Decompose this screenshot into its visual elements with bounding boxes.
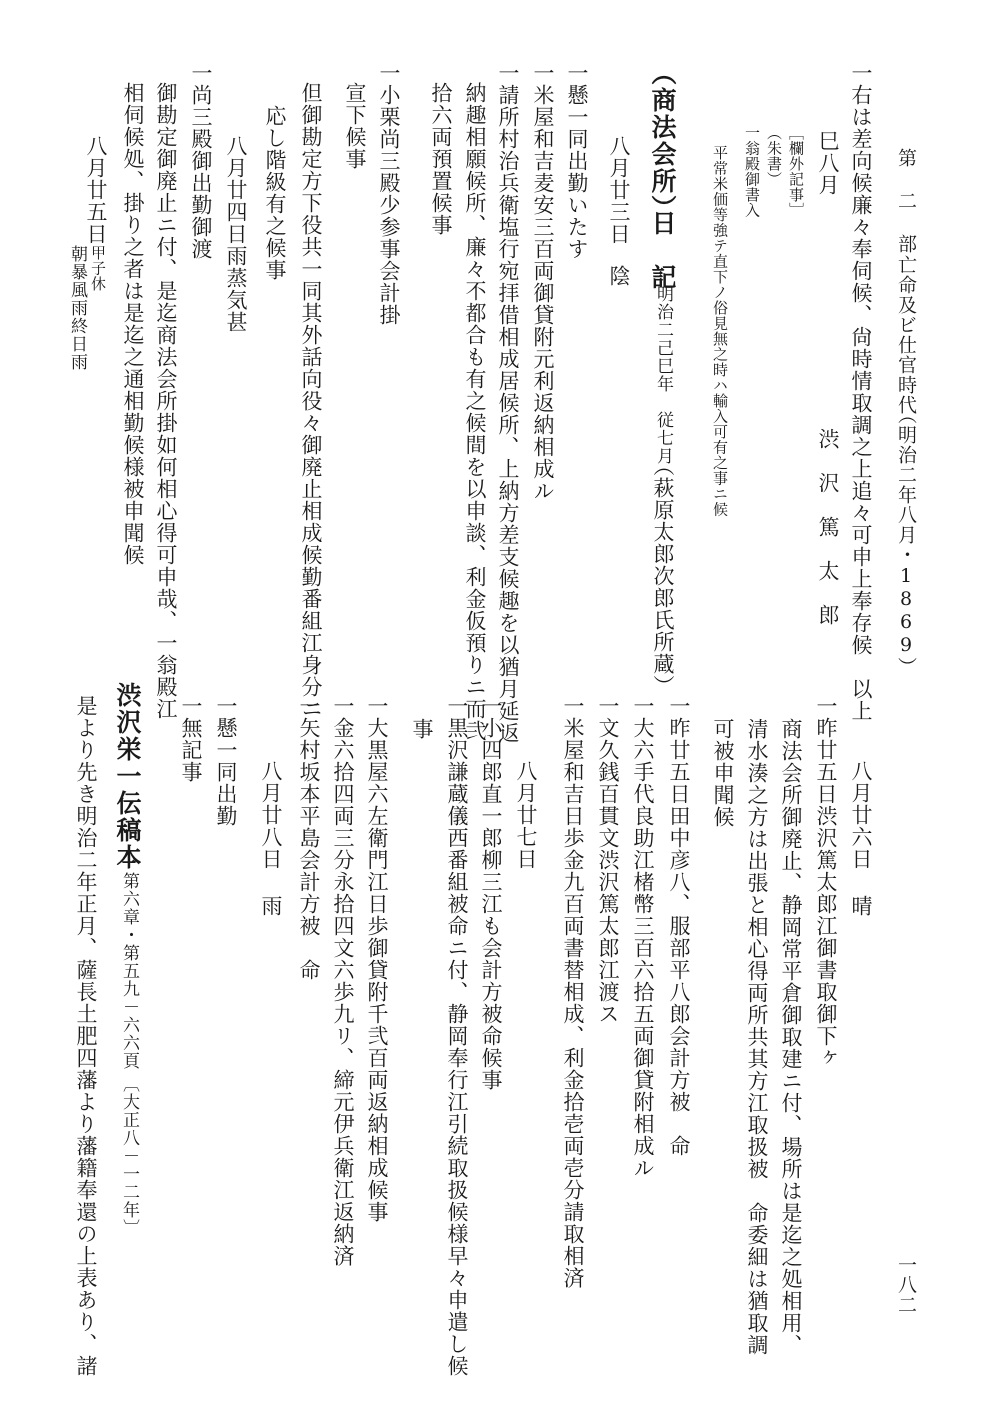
date-heading: 八月廿四日: [224, 135, 248, 245]
text-column: 一翁殿御書入: [743, 125, 761, 218]
weather: 朝暴風雨終日雨: [67, 245, 87, 371]
text-column: 応し階級有之候事: [263, 105, 287, 281]
text-column: 一大六手代良助江楮幣三百六拾五両御貸附相成ル: [631, 695, 655, 1179]
text-column: 平常米価等強テ直下ノ俗見無之時ハ輸入可有之事ニ候: [711, 145, 729, 517]
text-column: 一矢村坂本平島会計方被 命: [297, 695, 321, 981]
date-heading: 八月廿五日: [84, 135, 108, 245]
margin-note-label: ［欄外記事］: [787, 125, 805, 218]
text-column: 一黒沢謙蔵儀西番組被命ニ付、静岡奉行江引続取扱候様早々申遣し候: [445, 695, 469, 1377]
period-label: （明治二年八月・1869）: [895, 405, 917, 677]
section-title: 亡命及ビ仕官時代: [895, 255, 917, 415]
text-column: 一米屋和吉麦安三百両御貸附元利返納相成ル: [531, 62, 555, 502]
text-column: 巳八月: [816, 130, 840, 196]
text-column: 一小栗尚三殿少参事会計掛: [377, 62, 401, 326]
weather: 陰: [607, 265, 631, 287]
text-column: 宣下候事: [343, 82, 367, 170]
holiday-note: 甲子休: [89, 245, 107, 292]
text-column: 一小四郎直一郎柳三江も会計方被命候事: [479, 695, 503, 1091]
text-column: 商法会所御廃止、静岡常平倉御取建ニ付、場所は是迄之処相用、: [779, 718, 803, 1356]
author-name: 渋 沢 篤 太 郎: [816, 428, 840, 626]
date-heading: 八月廿七日: [514, 760, 538, 870]
text-column: 一懸一同出勤: [214, 695, 238, 827]
date-heading: 八月廿六日: [849, 760, 873, 870]
source-owner: （萩原太郎次郎氏所蔵）: [651, 455, 675, 697]
text-column: 一昨廿五日田中彦八、服部平八郎会計方被 命: [667, 695, 691, 1157]
text-column: 一昨廿五日渋沢篤太郎江御書取御下ヶ: [814, 695, 838, 1069]
text-column: 但御勘定方下役共一同其外話向役々御廃止相成候勤番組江身分ニ: [299, 82, 323, 720]
vermilion-note-label: （朱書）: [765, 125, 783, 187]
source-chapter: 第六章・第五九－六六頁: [119, 872, 139, 1070]
text-column: 一懸一同出勤いたす: [565, 62, 589, 260]
date-heading: 八月廿八日: [259, 760, 283, 870]
date-heading: 八月廿三日: [607, 135, 631, 245]
part-label: 第 二 部: [895, 148, 917, 254]
text-column: 一金六拾四両三分永拾四文六歩九リ、締元伊兵衛江返納済: [331, 695, 355, 1267]
text-column: 一無記事: [179, 695, 203, 783]
text-column: 一米屋和吉日歩金九百両書替相成、利金拾壱両壱分請取相済: [561, 695, 585, 1289]
text-column: 是より先き明治二年正月、薩長土肥四藩より藩籍奉還の上表あり、諸: [74, 695, 98, 1377]
text-column: 一請所村治兵衛塩行宛拝借相成居候所、上納方差支候趣を以猶月延返: [496, 62, 520, 744]
page-number: 一八二: [895, 1255, 917, 1315]
text-column: 拾六両預置候事: [429, 82, 453, 236]
text-column: 一右は差向候廉々奉伺候、尙時情取調之上追々可申上奉存候 以上: [849, 62, 873, 722]
text-column: 一文久銭百貫文渋沢篤太郎江渡ス: [596, 695, 620, 1025]
text-column: 納趣相願候所、廉々不都合も有之候間を以申談、利金仮預りニ而弐: [463, 82, 487, 742]
weather: 雨蒸気甚: [224, 245, 248, 333]
text-column: 御勘定御廃止ニ付、是迄商法会所掛如何相心得可申哉、一翁殿江: [154, 82, 178, 720]
weather: 雨: [259, 895, 283, 917]
text-column: 相伺候処、掛り之者は是迄之通相勤候様被申聞候: [121, 82, 145, 566]
text-column: 事: [410, 718, 434, 740]
text-column: 一尚三殿御出勤御渡: [189, 62, 213, 260]
source-title: 渋沢栄一伝稿本: [113, 682, 142, 871]
text-column: 清水湊之方は出張と相心得両所共其方江取扱被 命委細は猶取調: [745, 718, 769, 1356]
text-column: 可被申聞候: [711, 718, 735, 828]
text-column: 一大黒屋六左衛門江日歩御貸附千弐百両返納相成候事: [365, 695, 389, 1223]
source-years: 〔大正八－一二年〕: [119, 1075, 139, 1237]
weather: 晴: [849, 895, 873, 917]
source-title: （商法会所）: [648, 60, 677, 222]
source-date: 明治二己巳年 従七月: [653, 285, 673, 465]
source-title: 日 記: [648, 210, 677, 291]
